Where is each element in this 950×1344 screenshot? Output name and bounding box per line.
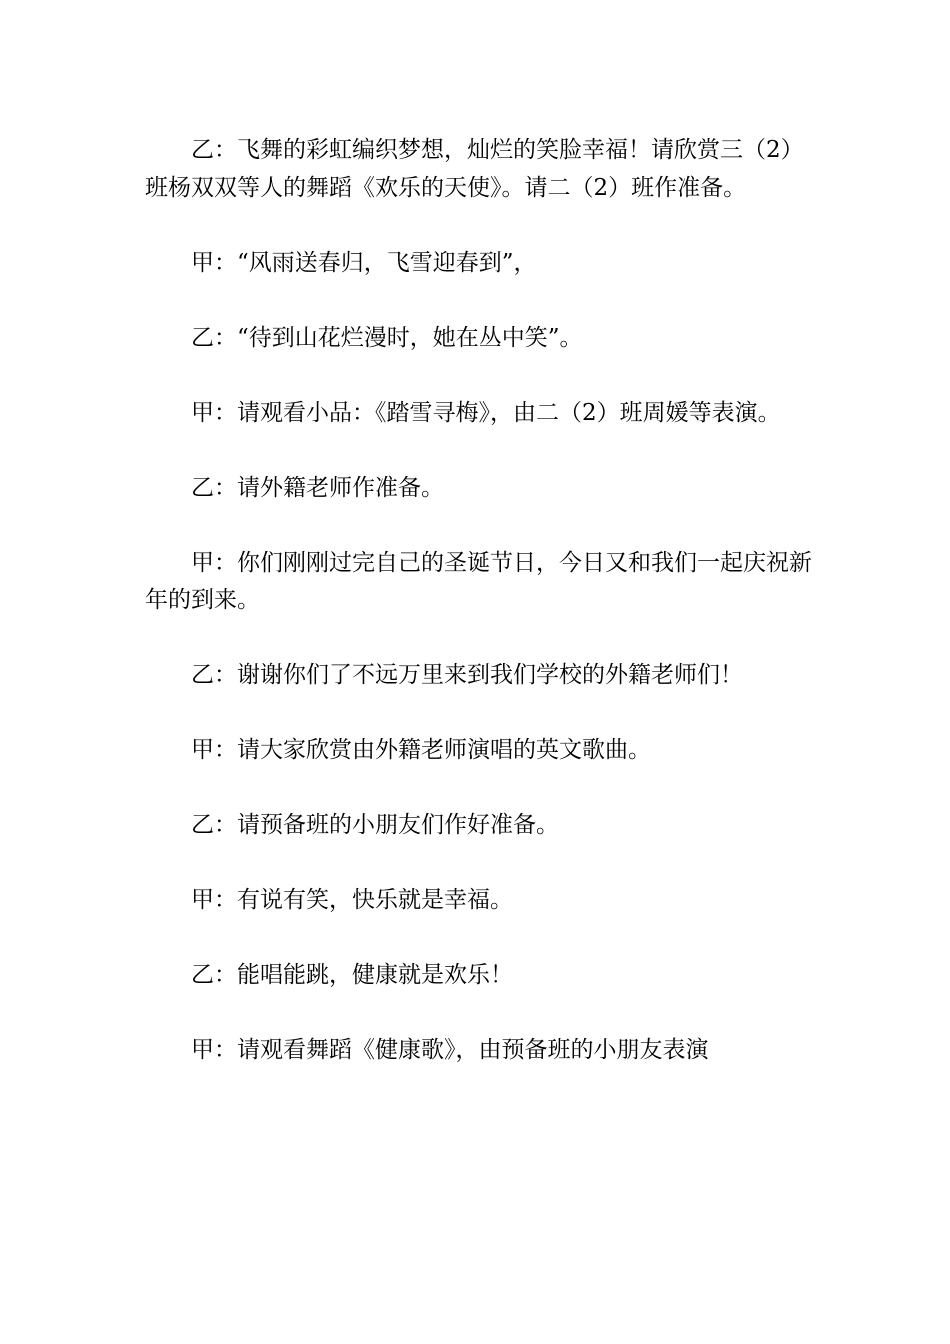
dialogue-line: 甲：请大家欣赏由外籍老师演唱的英文歌曲。 [191,737,651,763]
dialogue-line: 甲：你们刚刚过完自己的圣诞节日，今日又和我们一起庆祝新年的到来。 [145,549,812,613]
dialogue-line: 乙：请预备班的小朋友们作好准备。 [191,812,559,838]
dialogue-line: 甲：请观看小品：《踏雪寻梅》，由二（2）班周媛等表演。 [191,399,781,426]
dialogue-line: 乙：“待到山花烂漫时，她在丛中笑”。 [191,324,583,351]
dialogue-line: 乙：谢谢你们了不远万里来到我们学校的外籍老师们！ [191,662,743,688]
dialogue-line: 甲：“风雨送春归，飞雪迎春到”， [191,249,537,276]
dialogue-line: 甲：有说有笑，快乐就是幸福。 [191,887,513,913]
dialogue-line: 乙：能唱能跳，健康就是欢乐！ [191,962,513,988]
dialogue-line: 乙：请外籍老师作准备。 [191,474,444,501]
dialogue-line: 乙：飞舞的彩虹编织梦想，灿烂的笑脸幸福！请欣赏三（2）班杨双双等人的舞蹈《欢乐的天使》。请二（2）班作准备。 [145,137,804,201]
dialogue-line: 甲：请观看舞蹈《健康歌》，由预备班的小朋友表演 [191,1037,709,1063]
script-body [145,132,815,1107]
